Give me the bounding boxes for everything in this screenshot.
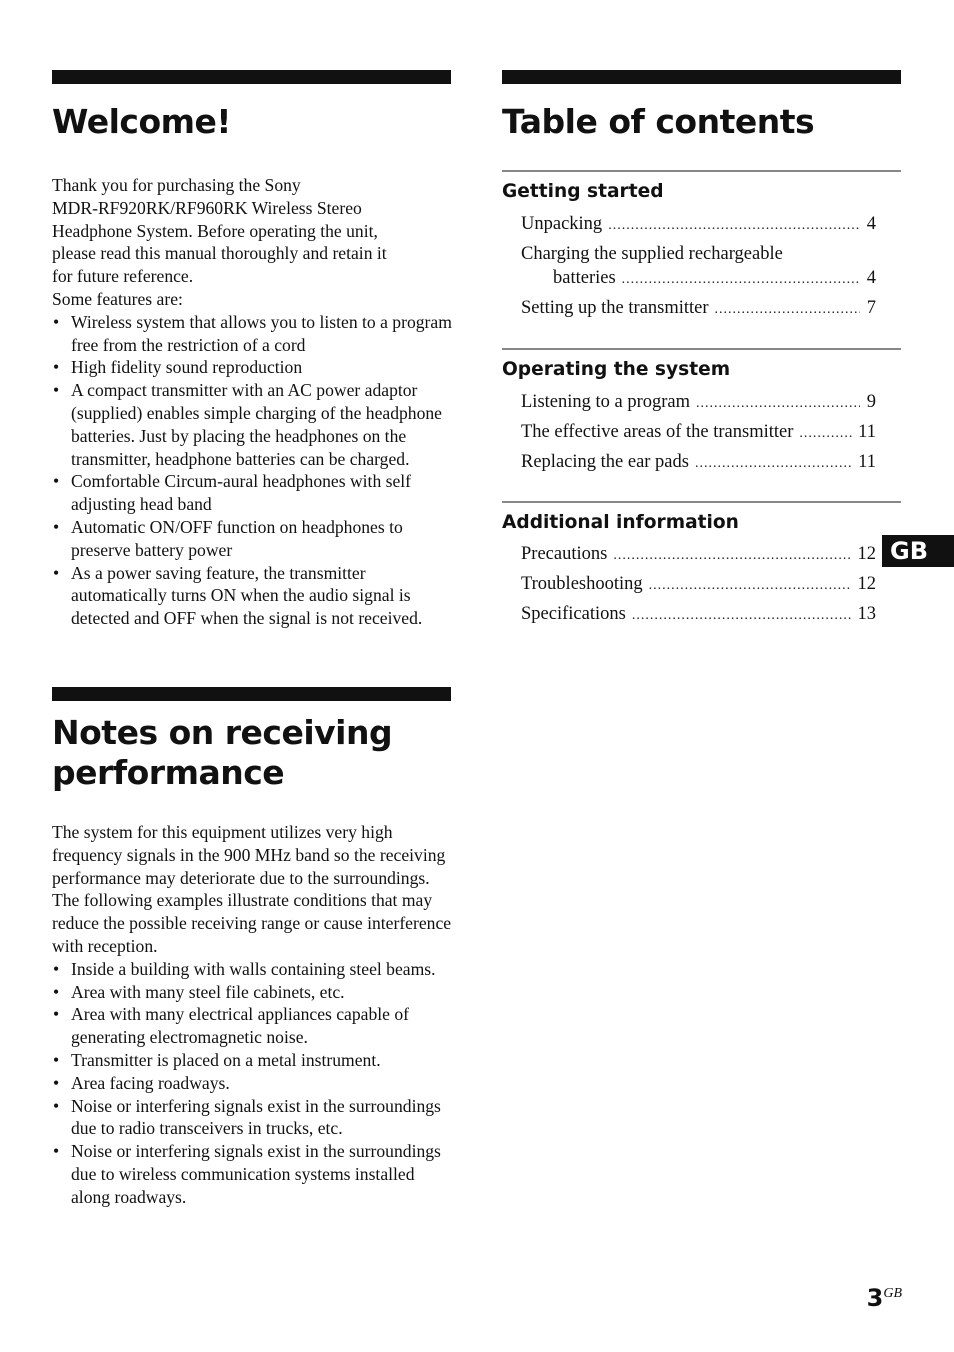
toc-item-listening[interactable] (502, 390, 876, 416)
toc-item-label: Troubleshooting (521, 574, 643, 594)
conditions-list (52, 958, 452, 1209)
intro-line: Some features are: (52, 288, 183, 309)
list-item: • Transmitter is placed on a metal instrument. (52, 1049, 452, 1072)
toc-item-label-cont: batteries (553, 268, 616, 288)
list-item: • Automatic ON/OFF function on headphones to preserve battery power (52, 516, 452, 562)
toc-item-specifications[interactable] (502, 602, 876, 628)
toc-item-precautions[interactable] (502, 542, 876, 568)
toc-item-label: The effective areas of the transmitter (521, 422, 794, 442)
toc-heading: Getting started (502, 181, 664, 202)
notes-section (52, 687, 451, 1209)
leader-dots (715, 298, 860, 322)
toc-section-operating (502, 348, 901, 480)
list-item: • Noise or interfering signals exist in the surroundings due to wireless communication systems installed along roadways. (52, 1140, 452, 1208)
list-item: • Noise or interfering signals exist in the surroundings due to radio transceivers in trucks, etc. (52, 1095, 452, 1141)
intro-line: Thank you for purchasing the Sony (52, 175, 301, 195)
toc-list (502, 542, 876, 628)
section-bar (502, 70, 901, 84)
notes-title (52, 713, 451, 793)
toc-item-page: 9 (866, 392, 876, 412)
toc-item-setting-up[interactable] (502, 296, 876, 322)
leader-dots (696, 392, 860, 416)
toc-item-page: 12 (857, 574, 876, 594)
notes-title-line1: Notes on receiving (52, 713, 393, 752)
toc-item-label: Replacing the ear pads (521, 452, 689, 472)
toc-item-unpacking[interactable] (502, 212, 876, 238)
welcome-title: Welcome! (52, 102, 231, 141)
list-item: • Comfortable Circum-aural headphones with self adjusting head band (52, 470, 452, 516)
list-item: • Area facing roadways. (52, 1072, 452, 1095)
toc-item-troubleshooting[interactable] (502, 572, 876, 598)
leader-dots (613, 544, 851, 568)
leader-dots (622, 268, 860, 292)
intro-line: MDR-RF920RK/RF960RK Wireless Stereo (52, 197, 362, 218)
toc-title: Table of contents (502, 102, 815, 141)
toc-item-label: Charging the supplied rechargeable (521, 244, 783, 264)
page-number-suffix: GB (883, 1286, 902, 1301)
leader-dots (799, 422, 852, 446)
toc-item-page: 7 (866, 298, 876, 318)
leader-dots (649, 574, 852, 598)
toc-rule (502, 348, 901, 350)
list-item: • Area with many steel file cabinets, etc. (52, 981, 452, 1004)
list-item: • As a power saving feature, the transmitter automatically turns ON when the audio signal is detected and OFF when the signal is not received. (52, 562, 452, 630)
page-number-value: 3 (866, 1284, 884, 1312)
toc-item-page: 11 (858, 452, 876, 472)
toc-item-label: Precautions (521, 544, 608, 564)
language-tab: GB (882, 535, 954, 567)
toc-item-label: Listening to a program (521, 392, 691, 412)
toc-item-label: Unpacking (521, 214, 603, 234)
toc-heading: Additional information (502, 512, 739, 533)
section-bar (52, 70, 451, 84)
section-bar (52, 687, 451, 701)
toc-rule (502, 501, 901, 503)
notes-intro: The system for this equipment utilizes very high frequency signals in the 900 MHz band so the receiving performance may deteriorate due to the surroundings. The following examples illustrate conditions that may reduce the possible receiving range or cause interference with reception. (52, 822, 452, 956)
welcome-body (52, 174, 452, 630)
list-item: • High fidelity sound reproduction (52, 356, 452, 379)
toc-item-page: 12 (857, 544, 876, 564)
toc-list (502, 390, 876, 476)
toc-header (502, 70, 901, 148)
leader-dots (608, 214, 860, 238)
intro-line: Headphone System. Before operating the unit, (52, 220, 378, 241)
leader-dots (632, 604, 852, 628)
toc-section-additional (502, 501, 901, 632)
toc-rule (502, 170, 901, 172)
list-item: • A compact transmitter with an AC power adaptor (supplied) enables simple charging of the headphone batteries. Just by placing the headphones on the transmitter, headphone batteries can be charged. (52, 379, 452, 470)
toc-item-page: 13 (857, 604, 876, 624)
notes-title-line2: performance (52, 753, 285, 792)
intro-line: please read this manual thoroughly and retain it (52, 243, 387, 264)
toc-item-effective-areas[interactable] (502, 420, 876, 446)
toc-list (502, 212, 876, 322)
notes-body (52, 821, 452, 1209)
toc-item-page: 4 (866, 268, 876, 288)
toc-item-charging[interactable] (502, 242, 876, 292)
toc-item-label: Setting up the transmitter (521, 298, 709, 318)
toc-section-getting-started (502, 170, 901, 326)
toc-item-ear-pads[interactable] (502, 450, 876, 476)
toc-heading: Operating the system (502, 359, 731, 380)
welcome-section (52, 70, 451, 630)
toc-item-label: Specifications (521, 604, 626, 624)
features-list (52, 311, 452, 630)
list-item: • Inside a building with walls containing steel beams. (52, 958, 452, 981)
leader-dots (695, 452, 852, 476)
toc-item-page: 4 (866, 214, 876, 234)
page-number (867, 1284, 902, 1312)
list-item: • Wireless system that allows you to listen to a program free from the restriction of a cord (52, 311, 452, 357)
toc-item-page: 11 (858, 422, 876, 442)
list-item: • Area with many electrical appliances capable of generating electromagnetic noise. (52, 1003, 452, 1049)
intro-line: for future reference. (52, 266, 194, 287)
